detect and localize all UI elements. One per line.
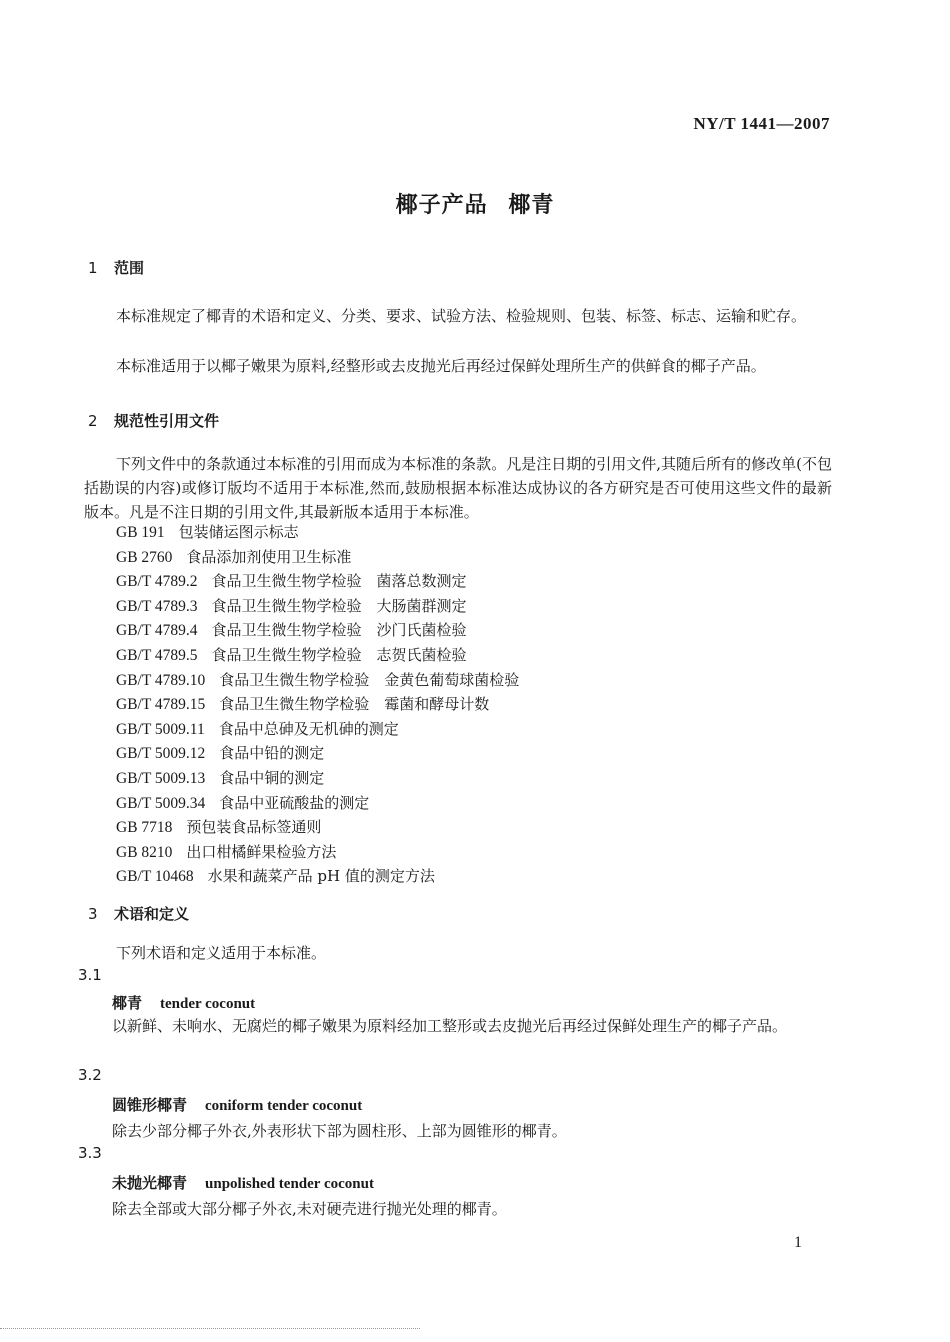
section-3-heading bbox=[88, 903, 189, 924]
reference-title: 食品卫生微生物学检验 沙门氏菌检验 bbox=[211, 621, 467, 640]
reference-title: 食品卫生微生物学检验 大肠菌群测定 bbox=[211, 596, 467, 615]
reference-code: GB/T 5009.13 bbox=[116, 769, 206, 787]
reference-code: GB 191 bbox=[116, 524, 165, 541]
section-title: 范围 bbox=[114, 259, 145, 277]
reference-item bbox=[116, 618, 519, 643]
term-en: unpolished tender coconut bbox=[205, 1176, 374, 1192]
reference-item bbox=[116, 643, 519, 668]
reference-title: 食品卫生微生物学检验 志贺氏菌检验 bbox=[211, 645, 467, 664]
reference-item bbox=[116, 717, 519, 742]
document-title: 椰子产品 椰青 bbox=[395, 193, 555, 218]
reference-item bbox=[116, 569, 519, 594]
reference-item bbox=[116, 594, 519, 619]
term-number: 3.3 bbox=[78, 1144, 102, 1162]
reference-item bbox=[116, 520, 519, 545]
section-number: 2 bbox=[88, 412, 98, 430]
reference-item bbox=[116, 692, 519, 717]
term-title bbox=[112, 992, 255, 1013]
term-en: tender coconut bbox=[160, 996, 256, 1012]
term-definition: 除去少部分椰子外衣,外表形状下部为圆柱形、上部为圆锥形的椰青。 bbox=[112, 1122, 567, 1140]
term-zh: 圆锥形椰青 bbox=[112, 1096, 188, 1114]
reference-item bbox=[116, 668, 519, 693]
scope-paragraph-2: 本标准适用于以椰子嫩果为原料,经整形或去皮抛光后再经过保鲜处理所生产的供鲜食的椰子产品。 bbox=[116, 357, 766, 375]
reference-item bbox=[116, 545, 519, 570]
reference-code: GB 8210 bbox=[116, 843, 173, 861]
reference-title: 包装储运图示标志 bbox=[178, 523, 299, 541]
scope-paragraph-1: 本标准规定了椰青的术语和定义、分类、要求、试验方法、检验规则、包装、标签、标志、运输和贮存。 bbox=[116, 307, 807, 325]
term-number: 3.2 bbox=[78, 1066, 102, 1084]
reference-title: 出口柑橘鲜果检验方法 bbox=[186, 842, 337, 861]
term-zh: 椰青 bbox=[112, 994, 143, 1012]
section-number: 3 bbox=[88, 905, 98, 923]
reference-title: 食品添加剂使用卫生标准 bbox=[186, 547, 352, 566]
section-1-heading bbox=[88, 257, 144, 278]
section-2-heading bbox=[88, 410, 219, 431]
reference-code: GB/T 4789.3 bbox=[116, 597, 198, 615]
reference-item bbox=[116, 741, 519, 766]
reference-title: 食品中铅的测定 bbox=[219, 744, 325, 763]
reference-item bbox=[116, 840, 519, 865]
reference-title: 食品中总砷及无机砷的测定 bbox=[218, 719, 399, 738]
reference-code: GB/T 5009.34 bbox=[116, 794, 206, 812]
standard-code: NY/T 1441—2007 bbox=[693, 114, 830, 133]
reference-code: GB/T 5009.12 bbox=[116, 745, 206, 763]
reference-list bbox=[116, 520, 519, 889]
reference-code: GB/T 4789.4 bbox=[116, 622, 198, 640]
reference-code: GB/T 10468 bbox=[116, 868, 194, 886]
term-title bbox=[112, 1172, 374, 1193]
reference-title: 食品卫生微生物学检验 金黄色葡萄球菌检验 bbox=[219, 670, 520, 689]
section-number: 1 bbox=[88, 259, 98, 277]
term-zh: 未抛光椰青 bbox=[112, 1174, 188, 1192]
reference-title: 水果和蔬菜产品 pH 值的测定方法 bbox=[207, 867, 435, 886]
reference-item bbox=[116, 766, 519, 791]
reference-code: GB/T 4789.5 bbox=[116, 646, 198, 664]
reference-title: 预包装食品标签通则 bbox=[186, 818, 322, 837]
section-title: 规范性引用文件 bbox=[114, 412, 220, 430]
reference-code: GB/T 5009.11 bbox=[116, 720, 205, 738]
reference-title: 食品卫生微生物学检验 霉菌和酵母计数 bbox=[219, 695, 490, 714]
term-en: coniform tender coconut bbox=[205, 1098, 363, 1114]
reference-item bbox=[116, 864, 519, 889]
term-definition: 除去全部或大部分椰子外衣,未对硬壳进行抛光处理的椰青。 bbox=[112, 1200, 507, 1218]
section-title: 术语和定义 bbox=[114, 905, 190, 923]
page-number: 1 bbox=[794, 1234, 802, 1251]
references-intro: 下列文件中的条款通过本标准的引用而成为本标准的条款。凡是注日期的引用文件,其随后所有的修改单(不包括勘误的内容)或修订版均不适用于本标准,然而,鼓励根据本标准达成协议的各方研究是否可使用这些文件的最新版本。凡是不注日期的引用文件,其最新版本适用于本标准。 bbox=[84, 455, 832, 521]
term-number: 3.1 bbox=[78, 966, 102, 984]
reference-title: 食品卫生微生物学检验 菌落总数测定 bbox=[211, 572, 467, 591]
reference-code: GB 2760 bbox=[116, 548, 173, 566]
reference-title: 食品中亚硫酸盐的测定 bbox=[219, 793, 370, 812]
reference-item bbox=[116, 791, 519, 816]
terms-intro: 下列术语和定义适用于本标准。 bbox=[116, 944, 327, 962]
reference-item bbox=[116, 815, 519, 840]
term-title bbox=[112, 1094, 362, 1115]
reference-code: GB/T 4789.15 bbox=[116, 696, 206, 714]
reference-code: GB/T 4789.2 bbox=[116, 573, 198, 591]
reference-title: 食品中铜的测定 bbox=[219, 768, 325, 787]
reference-code: GB/T 4789.10 bbox=[116, 671, 206, 689]
reference-code: GB 7718 bbox=[116, 819, 173, 837]
term-definition: 以新鲜、未响水、无腐烂的椰子嫩果为原料经加工整形或去皮抛光后再经过保鲜处理生产的椰子产品。 bbox=[112, 1017, 788, 1035]
bottom-divider bbox=[0, 1328, 420, 1329]
